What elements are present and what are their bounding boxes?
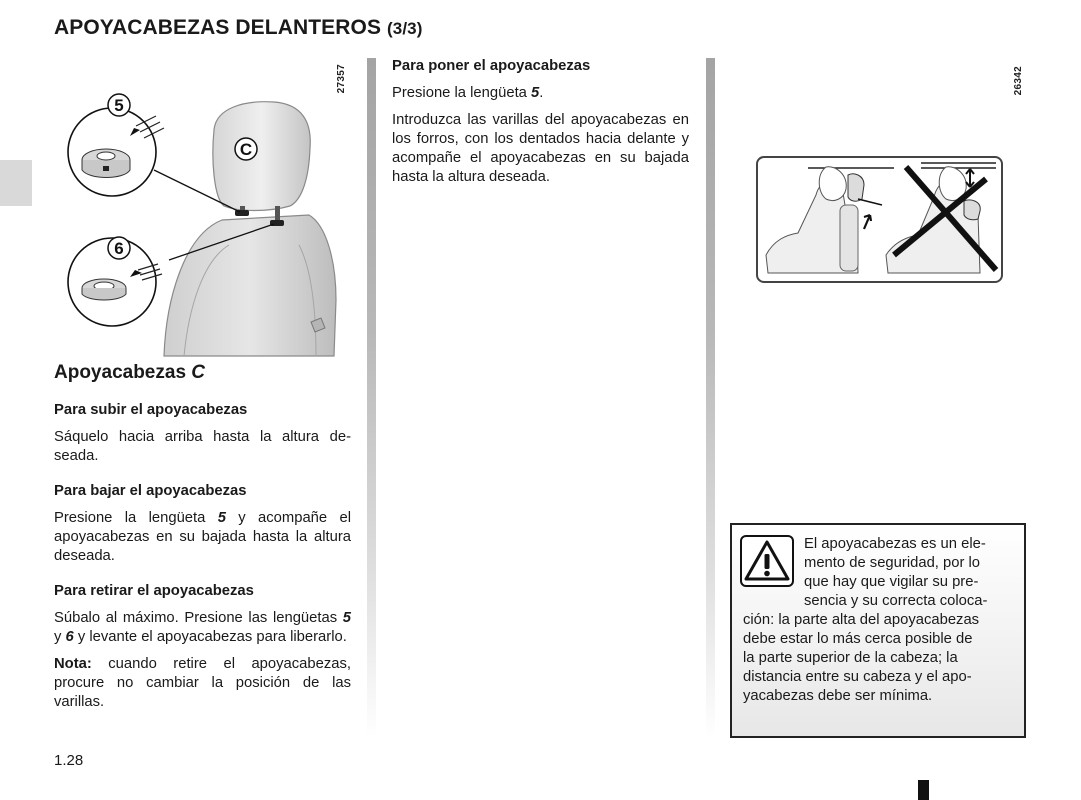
callout-5-label: 5 <box>114 96 124 115</box>
remove-text-part-2: y levante el apoyacabezas para liberarlo. <box>73 629 347 645</box>
note-text <box>54 655 351 712</box>
fit-ref-5: 5 <box>531 85 540 101</box>
lower-heading: Para bajar el apoyacabezas <box>54 483 247 499</box>
remove-text-and: y <box>54 629 66 645</box>
page-part-indicator: (3/3) <box>387 19 423 38</box>
page-number: 1.28 <box>54 752 84 769</box>
callout-c-badge <box>235 138 257 160</box>
raise-heading: Para subir el apoyacabezas <box>54 402 248 418</box>
detail-circle-5 <box>68 108 164 196</box>
fit-text-1 <box>392 84 689 103</box>
lower-text-part-1: Presione la lengüeta <box>54 510 218 526</box>
section-title-letter: C <box>191 362 206 383</box>
warning-line-6: debe estar lo más cerca posible de <box>743 631 973 647</box>
fit-heading: Para poner el apoyacabezas <box>392 58 591 74</box>
note-label: Nota: <box>54 656 92 672</box>
remove-ref-5: 5 <box>342 610 351 626</box>
lower-ref-5: 5 <box>217 510 226 526</box>
column-divider-right <box>706 58 715 738</box>
callout-5-badge <box>108 94 130 116</box>
warning-icon <box>740 535 794 587</box>
remove-text <box>54 609 351 647</box>
warning-line-7: la parte superior de la cabeza; la <box>743 650 958 666</box>
figure-code-left: 27357 <box>336 64 347 94</box>
page-title <box>54 16 422 40</box>
raise-text: Sáquelo hacia arriba hasta la altura deseada. <box>54 429 351 464</box>
remove-heading: Para retirar el apoyacabezas <box>54 583 254 599</box>
warning-line-8: distancia entre su cabeza y el apo- <box>743 669 972 685</box>
chapter-tab <box>0 160 32 206</box>
remove-ref-6: 6 <box>65 629 74 645</box>
headrest-illustration <box>54 60 359 360</box>
note-body: cuando retire el apoyacabezas, procure no cambiar la posición de las varillas. <box>54 656 351 710</box>
column-divider-left <box>367 58 376 738</box>
lower-text <box>54 509 351 566</box>
warning-line-2: mento de seguridad, por lo <box>804 555 981 571</box>
lower-text-part-2: y acompañe el apoyacabezas en su bajada hasta la altura deseada. <box>54 510 351 564</box>
warning-line-9: yacabezas debe ser mínima. <box>743 688 933 704</box>
warning-line-3: que hay que vigilar su pre- <box>804 574 979 590</box>
headrest-position-diagram <box>756 155 1004 285</box>
left-column <box>54 361 351 712</box>
callout-6-label: 6 <box>114 239 124 258</box>
warning-line-4: sencia y su correcta coloca- <box>804 593 988 609</box>
fit-text-1-part-1: Presione la lengüeta <box>392 85 532 101</box>
figure-code-right: 26342 <box>1013 66 1024 96</box>
remove-text-part-1: Súbalo al máximo. Presione las lengüetas <box>54 610 343 626</box>
middle-column <box>392 57 689 187</box>
callout-6-badge <box>108 237 130 259</box>
warning-line-5: ción: la parte alta del apoyacabezas <box>743 612 980 628</box>
section-title <box>54 361 351 385</box>
warning-line-1: El apoyacabezas es un ele- <box>804 536 986 552</box>
callout-c-label: C <box>239 140 253 159</box>
section-title-text: Apoyacabezas <box>54 362 192 383</box>
fit-text-2: Introduzca las varillas del apoyacabezas en los forros, con los dentados hacia delante y acompañe el apoyacabezas en su bajada hasta la altura deseada. <box>392 112 689 185</box>
fit-text-1-part-2: . <box>539 85 544 101</box>
corner-mark <box>918 780 929 800</box>
headrest-drawing <box>213 102 310 226</box>
seat-back-drawing <box>164 215 336 356</box>
page-title-main: APOYACABEZAS DELANTEROS <box>54 16 382 39</box>
